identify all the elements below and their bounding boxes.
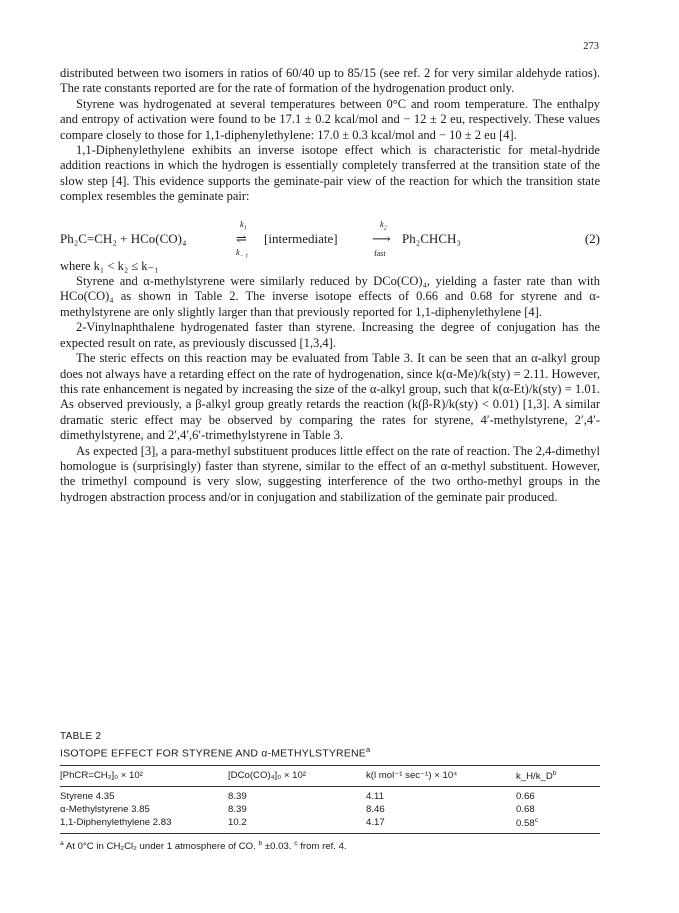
paragraph-5: 2-Vinylnaphthalene hydrogenated faster than styrene. Increasing the degree of conjugation has the expected result on rate, as previously discussed [1,3,4]. [60, 320, 600, 350]
equilibrium-arrow: ⇌ [236, 230, 247, 246]
table-label: TABLE 2 [60, 731, 102, 742]
cell-dco: 8.39 [228, 803, 247, 815]
equation-number: (2) [584, 230, 600, 246]
header-rate: k(l mol⁻¹ sec⁻¹) × 10⁴ [366, 770, 458, 782]
table-title: ISOTOPE EFFECT FOR STYRENE AND α-METHYLSTYRENE$^a$ [60, 745, 371, 760]
cell-dco: 10.2 [228, 817, 247, 829]
equation-intermediate: [intermediate] [264, 230, 338, 246]
table-header-row [60, 765, 600, 786]
where-line: where k₁ < k₂ ≤ k₋₁ [60, 258, 159, 273]
cell-rate: 4.17 [366, 817, 385, 829]
k-minus1-label: $k_{- 1}$ [236, 246, 249, 260]
cell-dco: 8.39 [228, 790, 247, 802]
k2-label: $k_2$ [380, 218, 387, 232]
table-2 [60, 731, 600, 852]
cell-substrate: 1,1-Diphenylethylene 2.83 [60, 817, 172, 829]
table-footnote: $^a$ At 0°C in CH₂Cl₂ under 1 atmosphere of CO. $^b$ ±0.03. $^c$ from ref. 4. [60, 839, 347, 853]
equation-reactants: Ph₂C=CH₂ + HCo(CO)₄ [60, 230, 187, 246]
paragraph-6: The steric effects on this reaction may be evaluated from Table 3. It can be seen that an α-alkyl group does not always have a retarding effect on the rate of hydrogenation, since k(α-Me)/k(sty) = 2.11. However, this rate enhancement is negated by increasing the size of the α-alkyl group, such that k(α-Et)/k(sty) = 1.01. As observed previously, a β-alkyl group greatly retards the reaction (k(β-R)/k(sty) < 0.01) [1,3]. A similar dramatic steric effect may be observed by comparing the rates for styrene, 4′-methylstyrene, 2′,4′-dimethylstyrene, and 2′,4′,6′-trimethylstyrene in Table 3. [60, 351, 600, 443]
cell-substrate: α-Methylstyrene 3.85 [60, 803, 150, 815]
cell-kh-kd: 0.68 [516, 803, 535, 815]
header-dco: [DCo(CO)₄]₀ × 10² [228, 770, 307, 782]
paragraph-7: As expected [3], a para-methyl substituent produces little effect on the rate of reaction. The 2,4-dimethyl homologue is (surprisingly) faster than styrene, similar to the effect of an α-methyl substituent. However, the trimethyl compound is very slow, suggesting interference of the two ortho-methyl groups in the hydrogen abstraction process and/or in conjugation and stabilization of the geminate pair produced. [60, 443, 600, 504]
paragraph-3: 1,1-Diphenylethylene exhibits an inverse isotope effect which is characteristic for metal-hydride addition reactions in which the hydrogen is essentially completely transferred at the transition state of the slow step [4]. This evidence supports the geminate-pair view of the reaction for which the transition state complex resembles the geminate pair: [60, 143, 600, 204]
forward-arrow: ⟶ [372, 230, 391, 246]
table-row [60, 803, 600, 816]
paragraph-1: distributed between two isomers in ratios of 60/40 up to 85/15 (see ref. 2 for very similar aldehyde ratios). The rate constants reported are for the rate of formation of the hydrogenation product only. [60, 66, 600, 96]
table-row [60, 816, 600, 834]
paragraph-2: Styrene was hydrogenated at several temperatures between 0°C and room temperature. The enthalpy and entropy of activation were found to be 17.1 ± 0.2 kcal/mol and − 12 ± 2 eu, respectively. These values compare closely to those for 1,1-diphenylethylene: 17.0 ± 0.3 kcal/mol and − 10 ± 2 eu [4]. [60, 96, 600, 142]
k1-label: $k_1$ [240, 218, 247, 232]
table-row [60, 786, 600, 803]
cell-kh-kd: 0.66 [516, 790, 535, 802]
equation-product: Ph₂CHCH₃ [402, 230, 461, 246]
equation-2 [60, 217, 600, 260]
isotope-effect-table [60, 765, 600, 834]
cell-rate: 4.11 [366, 790, 384, 802]
body-text [60, 66, 600, 505]
cell-substrate: Styrene 4.35 [60, 790, 115, 802]
header-kh-kd: $k\_H/k\_D^b$ [516, 769, 557, 782]
header-substrate: [PhCR=CH₂]₀ × 10² [60, 770, 143, 782]
page-number: 273 [583, 41, 599, 52]
paragraph-4: Styrene and α-methylstyrene were similarly reduced by DCo(CO)₄, yielding a faster rate than with HCo(CO)₄ as shown in Table 2. The inverse isotope effects of 0.66 and 0.68 for styrene and α-methylstyrene are only slightly larger than that previously reported for 1,1-diphenylethylene [4]. [60, 274, 600, 319]
fast-label: fast [374, 248, 386, 258]
table-title-note: a [366, 745, 371, 754]
cell-kh-kd: 0.58$^c$ [516, 816, 539, 829]
cell-rate: 8.46 [366, 803, 385, 815]
